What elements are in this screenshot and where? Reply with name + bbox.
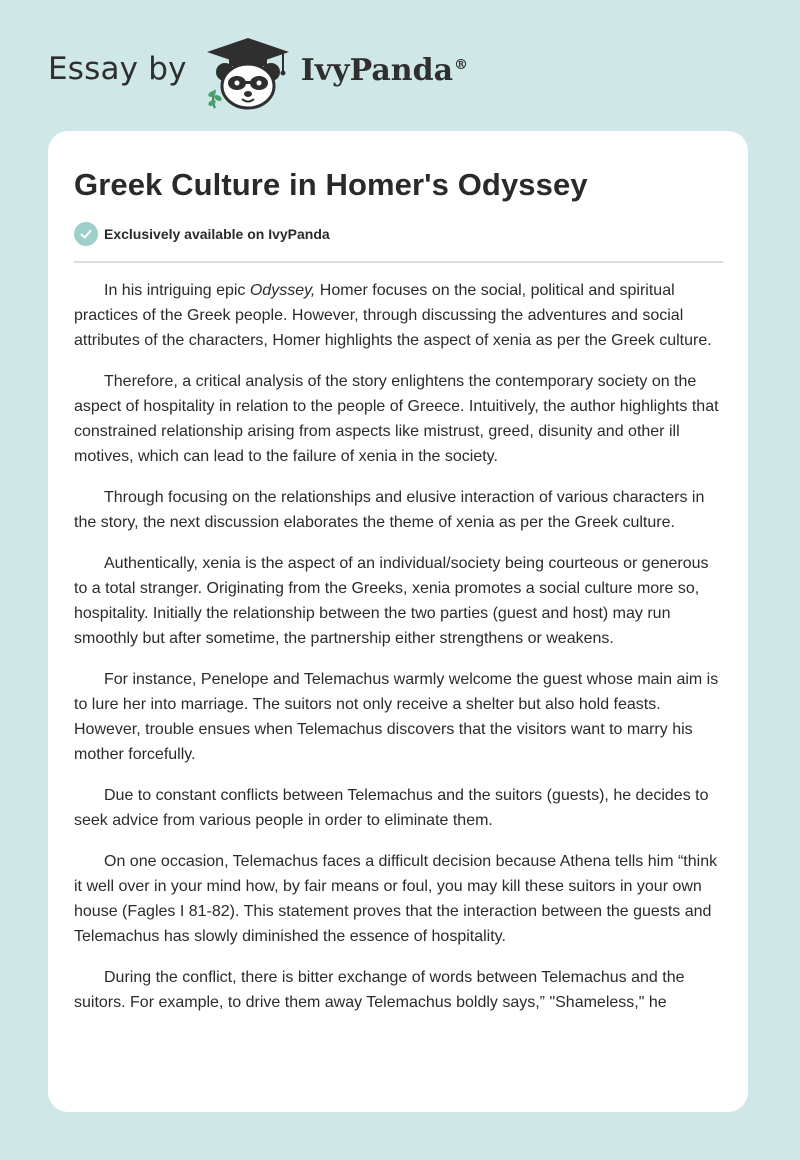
essay-body <box>74 278 726 1031</box>
essay-card <box>48 131 748 1112</box>
site-header-brand[interactable] <box>48 34 468 110</box>
paragraph: On one occasion, Telemachus faces a difficult decision because Athena tells him “think it well over in your mind how, by fair means or foul, you may kill these suitors in your own house (Fagles I 81-82). This statement proves that the interaction between the guests and Telemachus has slowly diminished the essence of hospitality. <box>74 853 718 945</box>
paragraph: During the conflict, there is bitter exchange of words between Telemachus and the suitors. For example, to drive them away Telemachus boldly says,” "Shameless," he <box>74 969 685 1011</box>
essay-title: Greek Culture in Homer's Odyssey <box>74 167 588 202</box>
panda-graduate-logo-icon <box>203 34 293 110</box>
title-divider <box>74 261 723 263</box>
registered-mark: ® <box>454 56 469 73</box>
paragraph: Therefore, a critical analysis of the story enlightens the contemporary society on the aspect of hospitality in relation to the people of Greece. Intuitively, the author highlights that constrained relationship arising from aspects like mistrust, greed, disunity and other ill motives, which can lead to the failure of xenia in the society. <box>74 373 719 465</box>
paragraph: In his intriguing epic Odyssey, Homer focuses on the social, political and spiritual practices of the Greek people. However, through discussing the adventures and social attributes of the characters, Homer highlights the aspect of xenia as per the Greek culture. <box>74 282 712 349</box>
essay-by-label: Essay by <box>48 51 187 87</box>
paragraph: Due to constant conflicts between Telemachus and the suitors (guests), he decides to seek advice from various people in order to eliminate them. <box>74 787 709 829</box>
paragraph: Authentically, xenia is the aspect of an individual/society being courteous or generous to a total stranger. Originating from the Greeks, xenia promotes a social culture more so, hospitality. Initially the relationship between the two parties (guest and host) may run smoothly but after sometime, the partnership either strengthens or weakens. <box>74 555 709 647</box>
exclusive-badge-text: Exclusively available on IvyPanda <box>104 226 330 242</box>
paragraph: Through focusing on the relationships and elusive interaction of various characters in the story, the next discussion elaborates the theme of xenia as per the Greek culture. <box>74 489 705 531</box>
check-circle-icon <box>74 222 98 246</box>
exclusive-badge <box>74 222 330 246</box>
paragraph: For instance, Penelope and Telemachus warmly welcome the guest whose main aim is to lure her into marriage. The suitors not only receive a shelter but also hold feasts. However, trouble ensues when Telemachus discovers that the visitors want to marry his mother forcefully. <box>74 671 719 763</box>
brand-name: IvyPanda® <box>300 52 469 88</box>
